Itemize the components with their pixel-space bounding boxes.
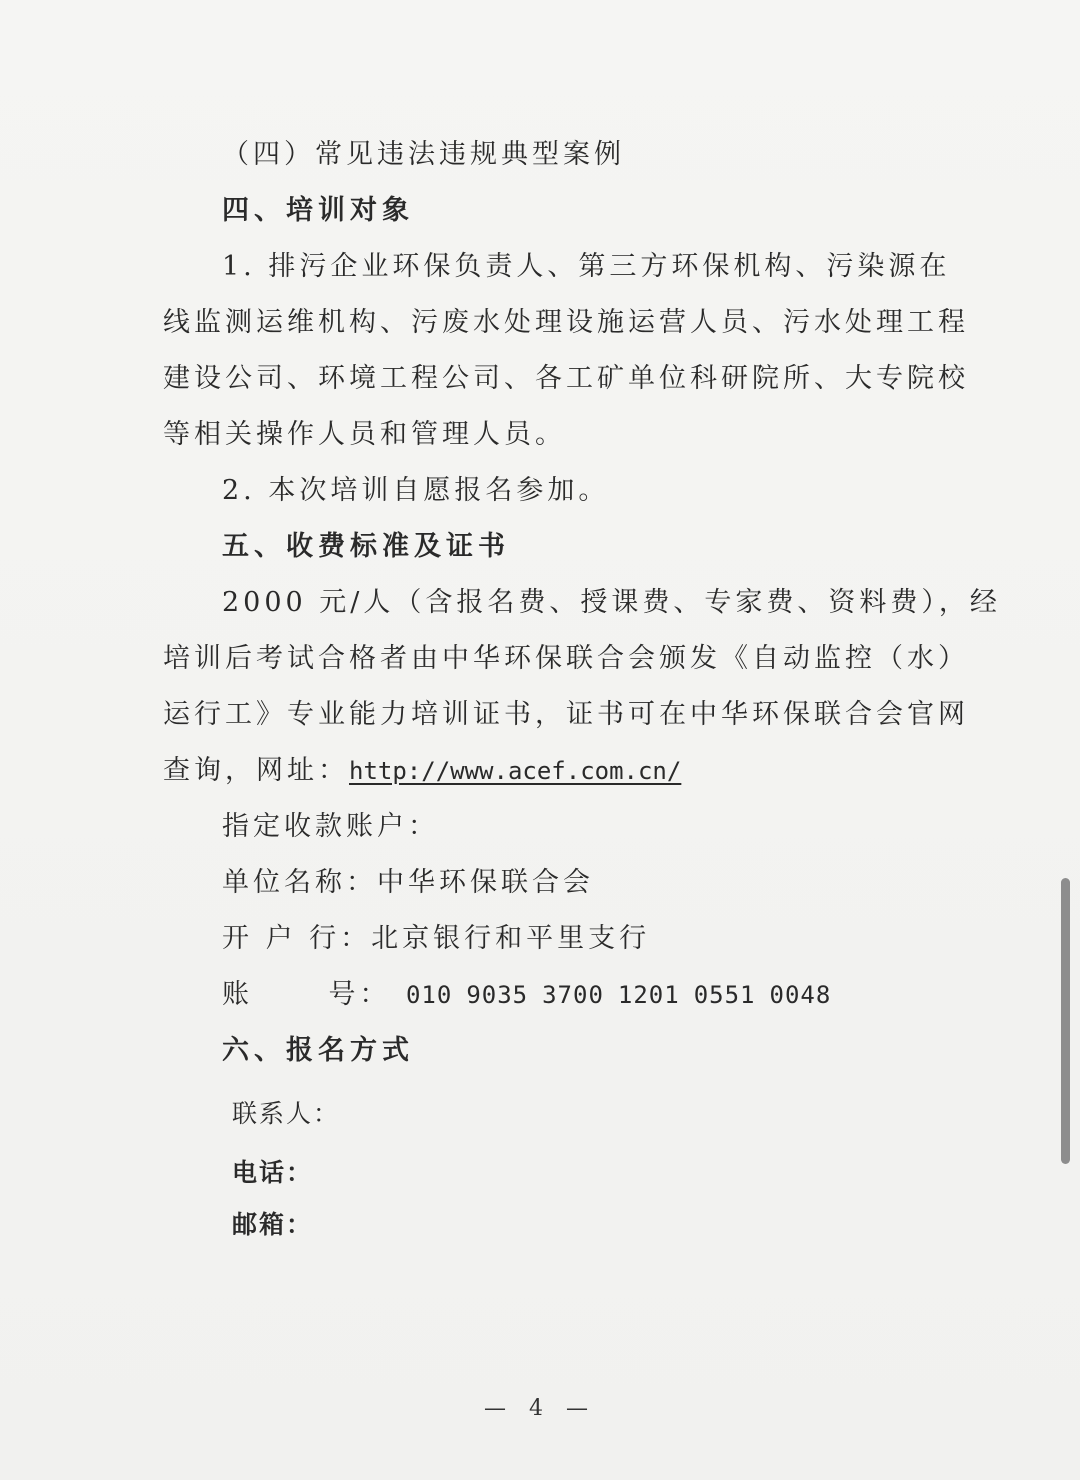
account-heading: 指定收款账户： — [222, 811, 439, 842]
section-heading-training-targets: 四、培训对象 — [222, 195, 414, 226]
account-unit-name: 单位名称：中华环保联合会 — [222, 867, 594, 898]
account-number-segment: 0551 — [693, 981, 756, 1009]
paragraph-line: 线监测运维机构、污废水处理设施运营人员、污水处理工程 — [163, 307, 969, 338]
account-bank — [222, 922, 650, 956]
account-number-segment: 0048 — [769, 981, 832, 1009]
account-number-label: 账 号： — [222, 979, 391, 1010]
paragraph-line: 等相关操作人员和管理人员。 — [163, 419, 566, 450]
bank-value: 北京银行和平里支行 — [371, 923, 651, 954]
bank-label: 开 户 行： — [222, 923, 372, 954]
page-number: — 4 — — [484, 1396, 596, 1421]
paragraph-line: 运行工》专业能力培训证书，证书可在中华环保联合会官网 — [163, 699, 969, 730]
phone-label: 电话： — [232, 1158, 314, 1187]
account-number-segment: 3700 — [542, 981, 604, 1009]
account-number-row — [222, 978, 845, 1012]
paragraph-line: 培训后考试合格者由中华环保联合会颁发《自动监控（水） — [163, 643, 969, 674]
account-number-segment: 9035 — [466, 981, 529, 1009]
paragraph-line — [163, 754, 681, 788]
paragraph-line: 2000 元/人（含报名费、授课费、专家费、资料费），经 — [222, 587, 1001, 618]
contact-person-label: 联系人： — [232, 1099, 341, 1128]
account-number-segment: 010 — [405, 981, 453, 1009]
account-number — [391, 981, 846, 1009]
subsection-heading-typical-cases: （四）常见违法违规典型案例 — [222, 139, 625, 170]
section-heading-registration: 六、报名方式 — [222, 1035, 414, 1066]
scrollbar-thumb[interactable] — [1061, 878, 1070, 1164]
email-label: 邮箱： — [232, 1210, 314, 1239]
paragraph-line: 建设公司、环境工程公司、各工矿单位科研院所、大专院校 — [163, 363, 969, 394]
account-number-segment: 1201 — [617, 981, 680, 1009]
section-heading-fees-certificate: 五、收费标准及证书 — [222, 531, 510, 562]
paragraph-line: 2. 本次培训自愿报名参加。 — [222, 475, 610, 506]
paragraph-line: 1. 排污企业环保负责人、第三方环保机构、污染源在 — [222, 251, 951, 282]
website-link[interactable]: http://www.acef.com.cn/ — [349, 757, 682, 785]
website-prefix: 查询，网址： — [163, 755, 349, 786]
